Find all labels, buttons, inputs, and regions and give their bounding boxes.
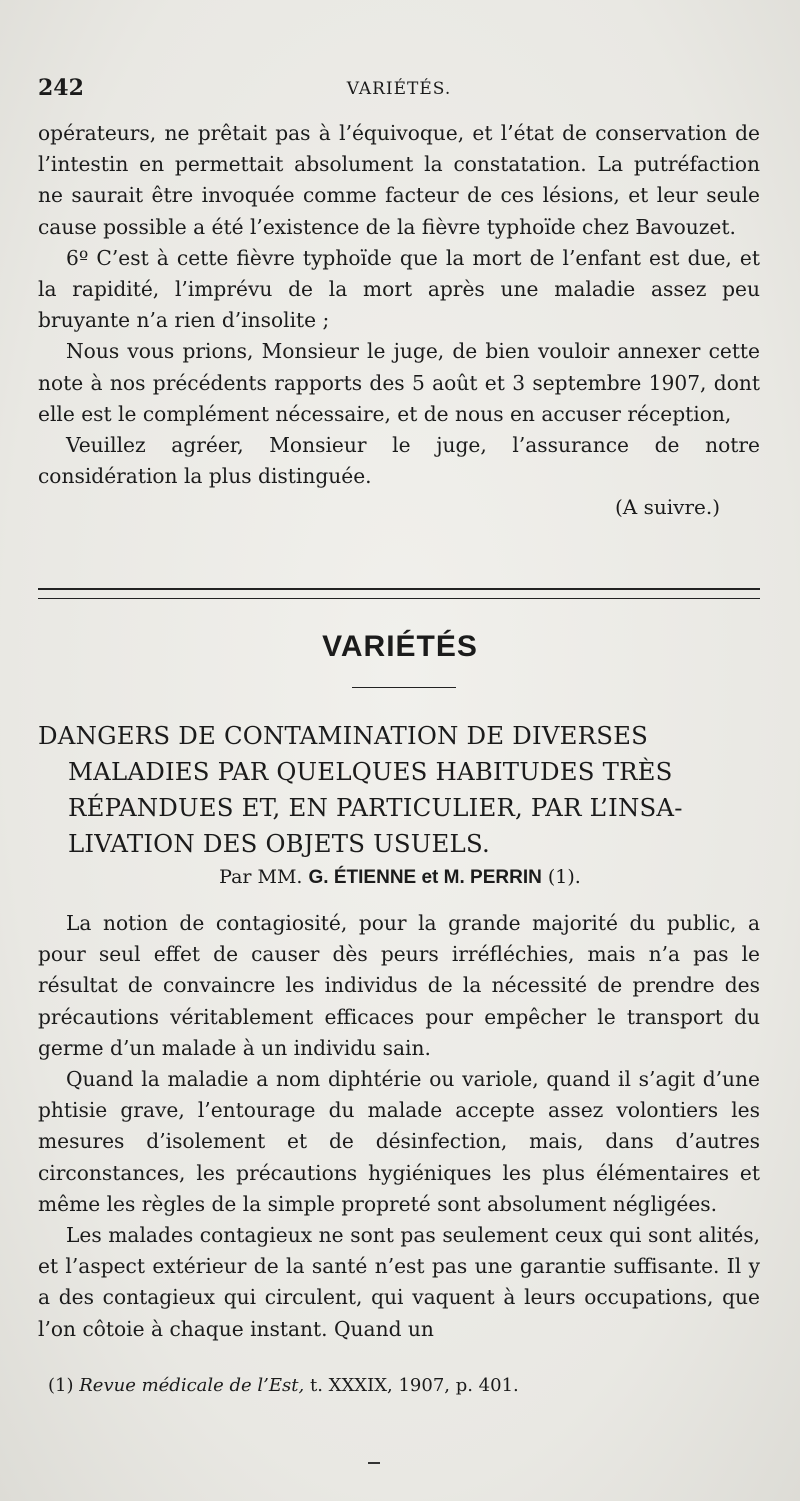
footnote bbox=[48, 1375, 760, 1396]
short-rule-divider bbox=[352, 687, 456, 688]
running-head bbox=[38, 75, 760, 105]
double-rule-divider bbox=[38, 588, 760, 599]
article-title-line: MALADIES PAR QUELQUES HABITUDES TRÈS bbox=[68, 757, 673, 786]
article-title-line: RÉPANDUES ET, EN PARTICULIER, PAR L’INSA- bbox=[68, 793, 683, 822]
paragraph: La notion de contagiosité, pour la grande majorité du public, a pour seul effet de causer dès peurs irréfléchies, mais n’a pas le résultat de convaincre les individus de la nécessité de prendre des précautions véritablement efficaces pour empêcher le transport du germe d’un malade à un individu sain. bbox=[38, 911, 760, 1060]
paragraph: Veuillez agréer, Monsieur le juge, l’assurance de notre considération la plus distinguée. bbox=[38, 433, 760, 489]
paragraph: 6º C’est à cette fièvre typhoïde que la mort de l’enfant est due, et la rapidité, l’imprévu de la mort après une maladie assez peu bruyante n’a rien d’insolite ; bbox=[38, 245, 760, 333]
byline-prefix: Par MM. bbox=[219, 866, 303, 888]
paragraph: Les malades contagieux ne sont pas seulement ceux qui sont alités, et l’aspect extérieur de la santé n’est pas une garantie suffisante. Il y a des contagieux qui circulent, qui vaquent à leurs occupations, que l’on côtoie à chaque instant. Quand un bbox=[38, 1223, 760, 1341]
article-title-line: LIVATION DES OBJETS USUELS. bbox=[68, 829, 490, 858]
footnote-ref: (1). bbox=[547, 866, 581, 888]
paragraph: Nous vous prions, Monsieur le juge, de bien vouloir annexer cette note à nos précédents rapports des 5 août et 3 septembre 1907, dont elle est le complément nécessaire, et de nous en accuser réception, bbox=[38, 339, 760, 426]
footnote-marker: (1) bbox=[48, 1375, 74, 1396]
footnote-reference: t. XXXIX, 1907, p. 401. bbox=[309, 1375, 519, 1396]
to-be-continued: (A suivre.) bbox=[615, 495, 720, 520]
top-text bbox=[38, 118, 760, 522]
section-title: VARIÉTÉS bbox=[322, 630, 478, 663]
paragraph: opérateurs, ne prêtait pas à l’équivoque, et l’état de conservation de l’intestin en permettait absolument la constatation. La putréfaction ne saurait être invoquée comme facteur de ces lésions, et leur seule cause possible a été l’existence de la fièvre typhoïde chez Bavouzet. bbox=[38, 121, 760, 239]
running-title: VARIÉTÉS. bbox=[346, 79, 452, 99]
byline bbox=[0, 866, 800, 889]
article-title-line: DANGERS DE CONTAMINATION DE DIVERSES bbox=[38, 721, 649, 750]
paragraph: Quand la maladie a nom diphtérie ou variole, quand il s’agit d’une phtisie grave, l’entourage du malade accepte assez volontiers les mesures d’isolement et de désinfection, mais, dans d’autres circonstances, les précautions hygiéniques les plus élémentaires et même les règles de la simple propreté sont absolument négligées. bbox=[38, 1067, 760, 1216]
article-title bbox=[38, 718, 762, 862]
footnote-journal: Revue médicale de l’Est, bbox=[79, 1375, 305, 1396]
authors: G. ÉTIENNE et M. PERRIN bbox=[308, 867, 542, 888]
signature-mark bbox=[368, 1462, 380, 1464]
page-number: 242 bbox=[38, 75, 84, 101]
article-body bbox=[38, 908, 760, 1345]
